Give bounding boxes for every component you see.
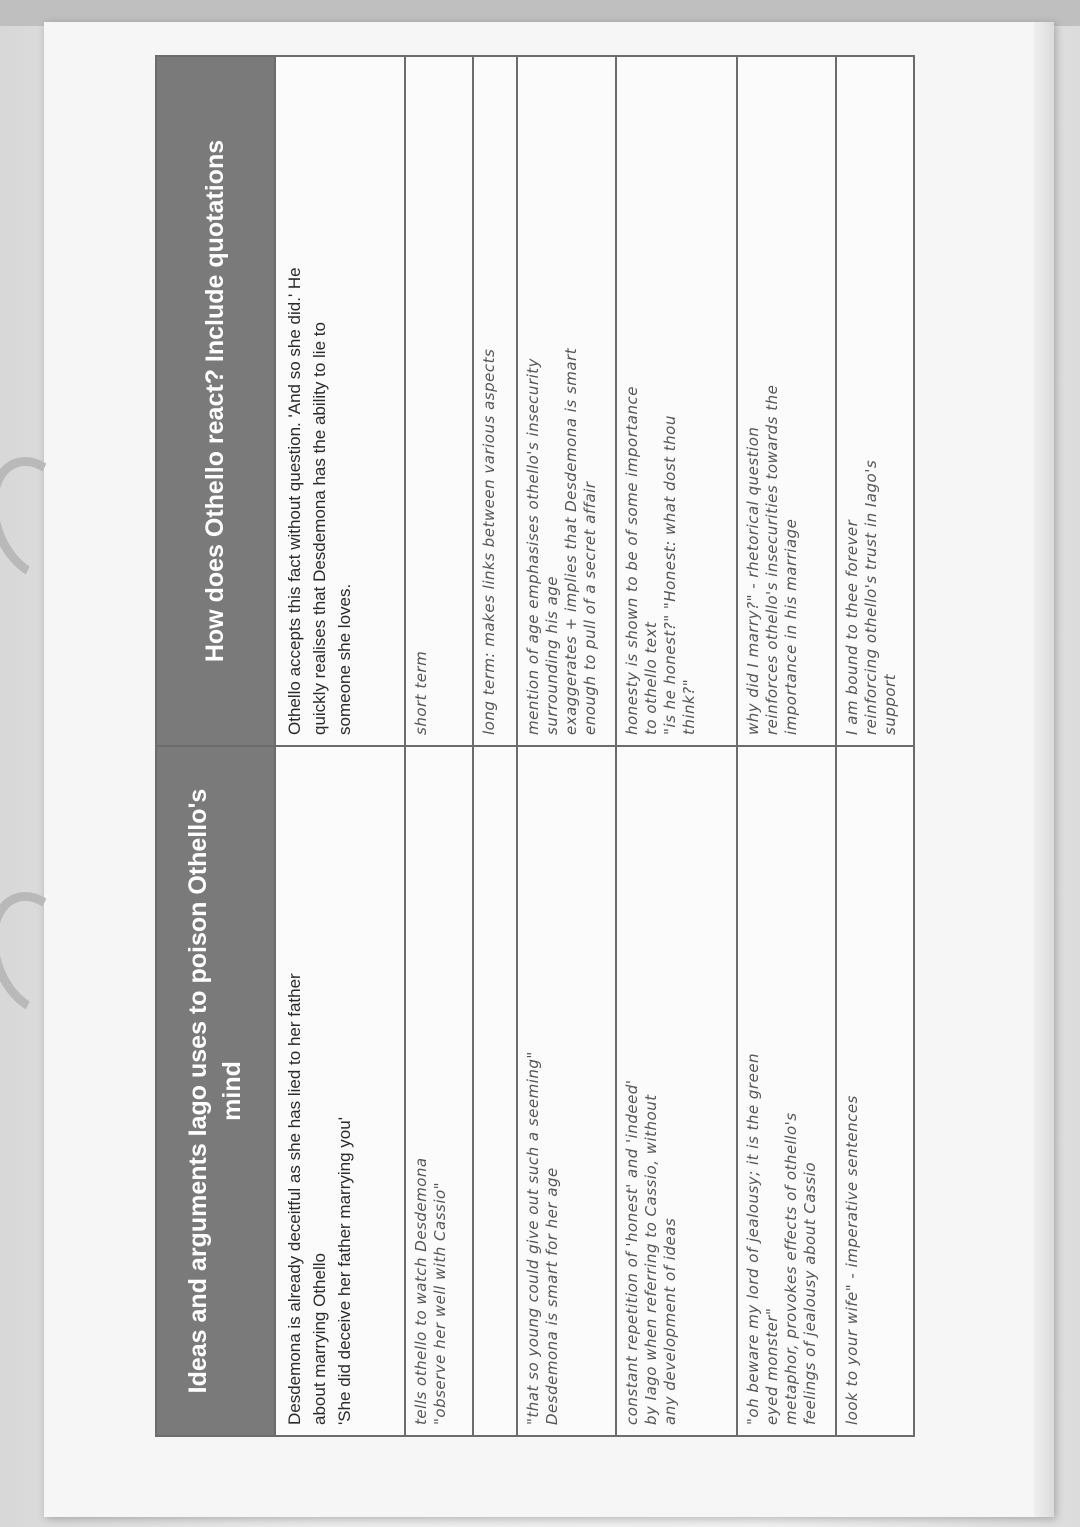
- handwritten-note: look to your wife" - imperative sentences: [842, 1095, 861, 1425]
- left-note-cell: [737, 746, 836, 1436]
- table-row: [836, 56, 914, 1436]
- right-note-cell: [616, 56, 737, 746]
- header-row: [156, 56, 275, 1436]
- right-note-cell: [737, 56, 836, 746]
- left-note-cell: [616, 746, 737, 1436]
- handwritten-note: feelings of jealousy about Cassio: [800, 1162, 819, 1425]
- right-note-cell: [836, 56, 914, 746]
- handwritten-note: any development of ideas: [660, 1217, 679, 1425]
- left-note-cell: [473, 746, 517, 1436]
- handwritten-note: surrounding his age: [542, 575, 561, 735]
- handwritten-note: think?": [679, 678, 698, 735]
- handwritten-note: exaggerates + implies that Desdemona is smart: [561, 347, 580, 735]
- handwritten-note: metaphor, provokes effects of othello's: [781, 1112, 800, 1425]
- handwritten-note: "that so young could give out such a seeming": [523, 1051, 542, 1425]
- header-ideas: Ideas and arguments Iago uses to poison Othello's mind: [156, 746, 275, 1436]
- table-row: [473, 56, 517, 1436]
- handwritten-note: support: [880, 673, 899, 735]
- right-note-cell: [405, 56, 473, 746]
- handwritten-note: enough to pull of a secret affair: [580, 481, 599, 735]
- intro-right-line: Othello accepts this fact without question. 'And so she did.' He: [284, 267, 304, 735]
- handwritten-note: reinforces othello's insecurities towards the: [762, 384, 781, 735]
- table-row: [616, 56, 737, 1436]
- handwritten-note: I am bound to thee forever: [842, 519, 861, 735]
- intro-right-cell: [275, 56, 405, 746]
- handwritten-note: honesty is shown to be of some importance: [622, 386, 641, 735]
- handwritten-note: by Iago when referring to Cassio, without: [641, 1094, 660, 1425]
- left-note-cell: [405, 746, 473, 1436]
- intro-left-cell: [275, 746, 405, 1436]
- handwritten-note: "oh beware my lord of jealousy; it is the green: [743, 1052, 762, 1425]
- header-reaction: How does Othello react? Include quotations: [156, 56, 275, 746]
- handwritten-note: mention of age emphasises othello's insecurity: [523, 357, 542, 735]
- intro-row: [275, 56, 405, 1436]
- handwritten-note: tells othello to watch Desdemona: [411, 1157, 430, 1425]
- right-note-cell: [517, 56, 616, 746]
- handwritten-note: reinforcing othello's trust in Iago's: [861, 459, 880, 735]
- intro-left-line: 'She did deceive her father marrying you': [334, 1117, 354, 1425]
- left-note-cell: [517, 746, 616, 1436]
- worksheet-table: [155, 55, 915, 1437]
- intro-right-line: quickly realises that Desdemona has the ability to lie to: [309, 322, 329, 735]
- worksheet-table-rotated: [155, 57, 915, 1437]
- handwritten-note: importance in his marriage: [781, 518, 800, 735]
- handwritten-note: eyed monster": [762, 1307, 781, 1425]
- intro-right-line: someone she loves.: [334, 583, 354, 735]
- intro-left-line: about marrying Othello: [309, 1253, 329, 1425]
- handwritten-note: short term: [411, 650, 430, 735]
- page-edge: [1034, 22, 1054, 1517]
- intro-left-line: Desdemona is already deceitful as she has lied to her father: [284, 973, 304, 1425]
- handwritten-note: "observe her well with Cassio": [430, 1181, 449, 1425]
- handwritten-note: why did I marry?" - rhetorical question: [743, 426, 762, 735]
- handwritten-note: "is he honest?" "Honest: what dost thou: [660, 415, 679, 735]
- right-note-cell: [473, 56, 517, 746]
- handwritten-note: to othello text: [641, 621, 660, 735]
- left-note-cell: [836, 746, 914, 1436]
- handwritten-note: constant repetition of 'honest' and 'indeed': [622, 1079, 641, 1425]
- table-row: [737, 56, 836, 1436]
- table-row: [405, 56, 473, 1436]
- table-row: [517, 56, 616, 1436]
- handwritten-note: long term: makes links between various aspects: [479, 348, 498, 735]
- handwritten-note: Desdemona is smart for her age: [542, 1167, 561, 1425]
